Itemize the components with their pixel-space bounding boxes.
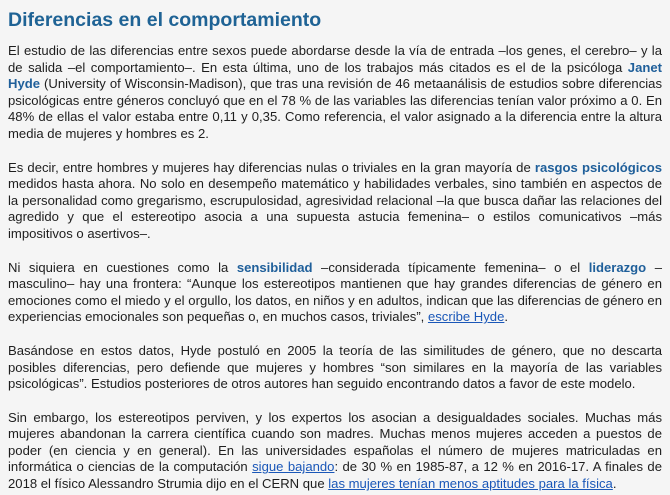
link-escribe-hyde[interactable]: escribe Hyde [427, 309, 505, 325]
paragraph-5 [8, 410, 662, 493]
paragraph-text: Ni siquiera en cuestiones como la [8, 259, 237, 275]
paragraph-4 [8, 343, 662, 393]
keyword-sensibilidad: sensibilidad [236, 259, 313, 275]
section-heading: Diferencias en el comportamiento [8, 9, 322, 31]
paragraph-text: Sin embargo, los estereotipos perviven, y los expertos los asocian a desigualdades sociales. Muchas más mujeres abandonan la carrera científica cuando son madres. Muchas menos mujeres acceden a puestos de poder (en ciencia y en general). En las universidades españolas el número de mujeres matriculadas en informática o ciencias de la computación [8, 409, 662, 475]
keyword-rasgos-psicologicos: rasgos psicológicos [534, 159, 662, 175]
paragraph-text: Es decir, entre hombres y mujeres hay diferencias nulas o triviales en la gran mayoría de [8, 159, 535, 175]
paragraph-text: –considerada típicamente femenina– o el [312, 259, 589, 275]
paragraph-text: –masculino– hay una frontera: “Aunque los estereotipos mantienen que hay grandes diferencias de género en emociones como el miedo y el orgullo, los datos, en niños y en adultos, indican que las diferencias de género en experiencias emocionales son pequeñas o, en muchos casos, triviales”, [8, 259, 662, 325]
paragraph-3 [8, 260, 662, 326]
link-sigue-bajando[interactable]: sigue bajando [252, 459, 335, 475]
paragraph-text: : de 30 % en 1985-87, a 12 % en 2016-17. A finales de 2018 el físico Alessandro Strumia dijo en el CERN que [8, 459, 662, 492]
keyword-janet-hyde: Janet Hyde [8, 59, 662, 92]
paragraph-2 [8, 160, 662, 243]
paragraph-text: (University of Wisconsin-Madison), que tras una revisión de 46 metaanálisis de estudios sobre diferencias psicológicas entre géneros concluyó que en el 78 % de las variables las diferencias tenían valor próximo a 0. En 48% de ellas el valor estaba entre 0,11 y 0,35. Como referencia, el valor asignado a la diferencia entre la altura media de mujeres y hombres es 2. [8, 76, 662, 141]
keyword-liderazgo: liderazgo [588, 259, 647, 275]
paragraph-text: Basándose en estos datos, Hyde postuló en 2005 la teoría de las similitudes de género, que no descarta posibles diferencias, pero defiende que mujeres y hombres “son similares en la mayoría de las variables psicológicas”. Estudios posteriores de otros autores han seguido encontrando datos a favor de este modelo. [8, 342, 662, 392]
paragraph-text: medidos hasta ahora. No solo en desempeño matemático y habilidades verbales, sino también en aspectos de la personalidad como gregarismo, escrupulosidad, agresividad relacional –la que busca dañar las relaciones del agredido y que el estereotipo asocia a una supuesta astucia femenina– o estilos comunicativos –más impositivos o asertivos–. [8, 176, 662, 241]
paragraph-text: . [612, 476, 617, 492]
paragraph-text: El estudio de las diferencias entre sexos puede abordarse desde la vía de entrada –los genes, el cerebro– y la de salida –el comportamiento–. En esta última, uno de los trabajos más citados es el de la psicóloga [8, 43, 662, 75]
paragraph-text: . [504, 309, 509, 325]
paragraph-1 [8, 43, 662, 143]
link-mujeres-aptitudes-fisica[interactable]: las mujeres tenían menos aptitudes para la física [328, 476, 613, 492]
